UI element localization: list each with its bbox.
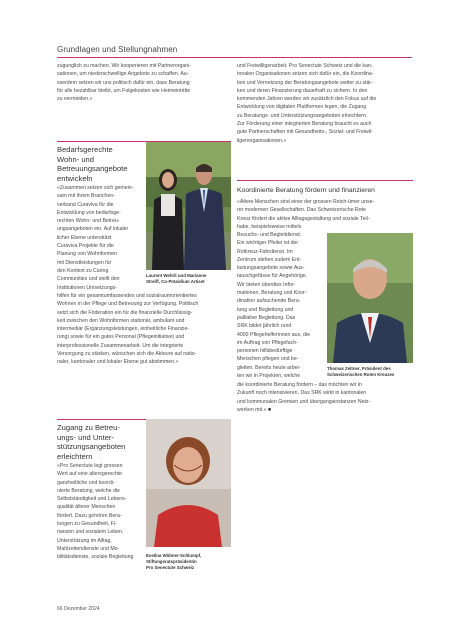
text-line: im Auftrag von Pflegefach- [237, 339, 298, 346]
top-left-column [57, 62, 231, 103]
text-line: Besuchs- und Begleitdienst. [237, 232, 302, 238]
text-line: für alle bezahlbar bleibt, um Folgekosten wie Heimeintritte [57, 87, 191, 94]
article-body-full [237, 198, 413, 231]
text-line: palliative Begleitung. Das [237, 314, 296, 321]
text-line: rer modernen Gesellschaften. Das Schweizerische Rote [237, 207, 366, 214]
text-line: intermediär (Ergänzungsleistungen, einheitliche Finanzie- [57, 326, 190, 333]
caption-line: Stiftungsratspräsidentin [146, 559, 197, 565]
text-line: ken und deren Finanzierung dauerhaft zu sichern. In den [237, 87, 368, 94]
photo-caption [146, 273, 231, 285]
text-line: rechten Wohn- und Betreu- [57, 218, 120, 225]
text-line: hilfen für ein gesamtumfassendes und sozialraumorientiertes [57, 293, 197, 299]
text-line: Selbstständigkeit und Lebens- [57, 496, 127, 503]
text-line: Ein wichtiger Pfeiler ist der [237, 240, 299, 247]
text-line: ungsangeboten ein. Auf lokaler [57, 226, 129, 233]
article-body-narrow [57, 462, 143, 562]
text-line: keit zwischen den Wohnformen stationär, ambulant und [57, 317, 185, 324]
text-line: und Freiwilligenarbeit. Pro Senectute Schweiz und die kan- [237, 63, 373, 69]
text-line: personen hilfsbedürftige [237, 348, 293, 355]
photo-caption [146, 553, 231, 572]
headline-line: Zugang zu Betreu- [57, 423, 120, 432]
text-line: ten wir in Projekten, welche [237, 373, 301, 380]
caption-line: Laurent Wehrli und Marianne [146, 273, 207, 278]
text-line: sam mit ihrem Branchen- [57, 193, 115, 200]
text-line: «Zusammen setzen sich gemein- [57, 185, 134, 191]
text-line: Versorgung zu stärken, wünschen sich die Akteure auf natio- [57, 351, 197, 358]
text-line: sationen, um niederschwellige Angebote zu schaffen. Au- [57, 71, 189, 78]
text-line: tung und Begleitung und [237, 306, 294, 313]
header-rule [57, 57, 412, 58]
text-line: zugunglich zu machen. Wir kooperieren mit Partnerorgani- [57, 63, 192, 69]
page-footer: 66 Dezember 2024 [57, 606, 100, 612]
text-line: tonalen Organisationen setzen sich dafür ein, die Koordina- [237, 71, 374, 78]
text-line: Institutionen Umsetzungs- [57, 284, 117, 291]
text-line: mit Dienstleistungen für [57, 259, 112, 266]
article-headline [57, 423, 147, 461]
text-line: die koordinierte Beratung fördern – das möchten wir in [237, 382, 362, 388]
text-line: tion und Vernetzung der Beratungsangebote weiter zu stär- [237, 79, 373, 86]
text-line: qualität älterer Menschen [57, 504, 116, 511]
caption-line: Evelina Widmer-Schlumpf, [146, 553, 202, 558]
text-line: Entwicklung von digitalen Plattformen legen, die Zugang [237, 104, 367, 111]
headline-line: Bedarfsgerechte [57, 145, 113, 154]
end-mark: ■ [267, 406, 271, 413]
text-line: SRK bildet jährlich rund [237, 323, 292, 330]
text-line: fördert. Dazu gehören Bera- [57, 512, 122, 519]
text-line: ligenorganisationen.» [237, 137, 287, 144]
text-line: ganzheitliche und koordi- [57, 479, 115, 486]
text-line: Curaviva Projekte für die [57, 243, 114, 250]
article-body-end [237, 381, 413, 414]
text-line: Mahlzeitendienste und Mo- [57, 545, 120, 552]
caption-line: Schweizerischen Roten Kreuzes [327, 372, 395, 378]
text-line: habe, beispielsweise mittels [237, 223, 302, 230]
text-line: Communities und stellt den [57, 276, 120, 283]
text-line [237, 406, 413, 414]
photo-caption [327, 366, 413, 378]
text-line: den Kontext zu Caring [57, 267, 109, 274]
text-line: verband Curaviva für die [57, 201, 114, 208]
headline-line: Betreuungsangebote [57, 164, 128, 174]
text-line: und kommunalen Gremien und übergangsinstanzen Netz- [237, 398, 371, 405]
caption-line: Pro Senectute Schweiz [146, 565, 195, 571]
caption-line: Thomas Zeltner, Präsident des [327, 366, 391, 371]
text-line: gute Partnerschaften mit Gesundheits-, Sozial- und Freiwil- [237, 129, 373, 136]
text-line: Zur Förderung einer integrierten Beratung braucht es auch [237, 121, 372, 128]
article-rule [237, 180, 413, 181]
text-line: «Pro Senectute legt grossen [57, 463, 123, 469]
text-line: Entwicklung von bedarfsge- [57, 209, 121, 216]
text-line: Kreuz fördert die aktive Alltagsgestaltung und soziale Teil- [237, 215, 370, 222]
text-line: Planung von Wohnformen [57, 251, 117, 258]
text-line: bilitätsdienste, soziale Begleitung [57, 554, 134, 561]
headline-line: stützungsangeboten [57, 442, 126, 452]
headline-line: Wohn- und [57, 154, 95, 164]
text-line: naler, kantonaler und lokaler Ebene gut abstimmen.» [57, 359, 179, 366]
text-line: Zentrum stehen zudem Ent- [237, 256, 302, 263]
text-line: gleiten. Bereits heute arbei- [237, 364, 301, 371]
text-line: dination aufsuchende Bera- [237, 298, 301, 305]
article-body-narrow [237, 231, 324, 380]
text-line: kommenden Jahren werden wir zusätzlich den Fokus auf die [237, 96, 377, 103]
closing-text: werken mit.» [237, 406, 267, 413]
text-line: Unterstützung im Alltag, [57, 537, 112, 544]
text-line: interprofessionelle Zusammenarbeit. Um die integrierte [57, 342, 184, 349]
text-line: nierte Beratung, welche die [57, 487, 120, 494]
text-line: mationen, Beratung und Koor- [237, 290, 307, 297]
text-line: setzt sich die Föderation ein für die finanzielle Durchlässig- [57, 309, 193, 316]
text-line: Wohnen in der Pflege und Betreuung zur Verfügung. Politisch [57, 301, 199, 308]
section-title: Grundlagen und Stellungnahmen [57, 45, 178, 54]
caption-line: Streiff, Co-Präsidium Artiset [146, 279, 205, 285]
text-line: 4000 Pflegehelferinnen aus, die [237, 331, 310, 338]
text-line: Menschen pflegen und be- [237, 356, 299, 363]
text-line: zu Beratungs- und Unterstützungsangeboten erleichtern. [237, 112, 368, 119]
headline-line: erleichtern [57, 451, 93, 461]
article-headline: Koordinierte Beratung fördern und finanzieren [237, 187, 375, 194]
text-line: Zukunft noch intensivieren. Das SRK wirkt in kantonalen [237, 390, 367, 397]
text-line: nanzen und sozialem Leben. [57, 529, 124, 536]
text-line: sserdem setzen wir uns politisch dafür ein, dass Beratung [57, 79, 190, 86]
article-body-narrow [57, 184, 143, 292]
text-line: tungen zu Gesundheit, Fi- [57, 521, 117, 528]
text-line: Wert auf eine altersgerechte [57, 471, 123, 478]
article-headline [57, 145, 145, 183]
photo-two-people [146, 142, 231, 270]
text-line: rung) sowie für ein gutes Personal (Pflegeinitiative) und [57, 334, 185, 341]
headline-line: entwickeln [57, 173, 93, 183]
article-body-wide [57, 292, 231, 367]
text-line: Rotkreuz-Fahrdienst. Im [237, 248, 293, 255]
text-line: tauschgefässe für Angehörige. [237, 273, 308, 280]
photo-woman-portrait [146, 419, 231, 547]
text-line: zu vermeiden.» [57, 96, 93, 103]
text-line: licher Ebene unterstützt [57, 234, 112, 241]
photo-man-portrait [327, 233, 413, 363]
headline-line: ungs- und Unter- [57, 432, 114, 442]
text-line: lastungsangebote sowie Aus- [237, 265, 305, 272]
top-right-column [237, 62, 413, 145]
text-line: Wir bieten überdies Infor- [237, 281, 296, 288]
text-line: «Ältere Menschen sind einer der grossen Reich-ümer unse- [237, 199, 375, 205]
